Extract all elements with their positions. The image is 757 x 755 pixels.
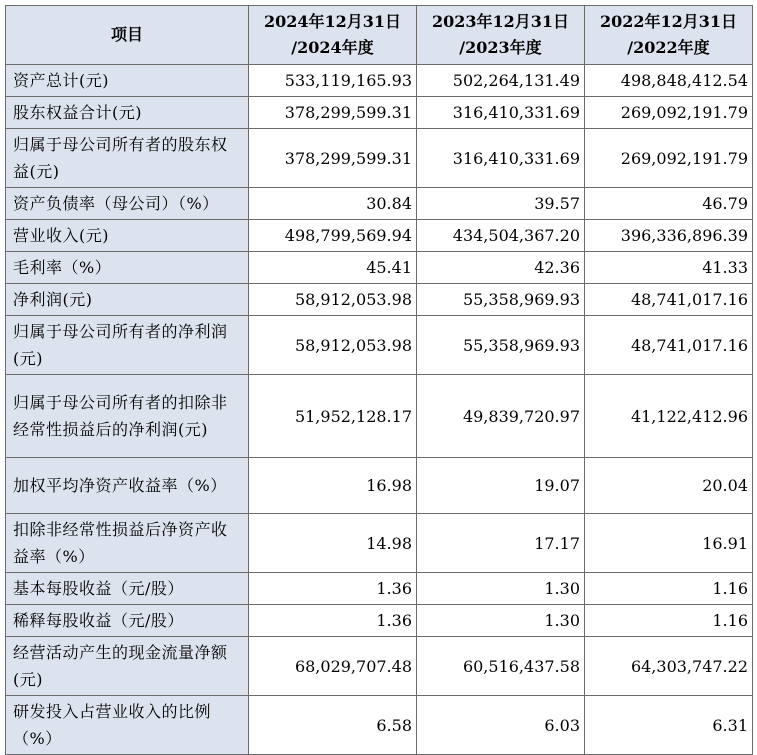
value-2024: 533,119,165.93 bbox=[249, 65, 417, 97]
value-2022: 20.04 bbox=[585, 458, 753, 514]
header-2022-line1: 2022年12月31日 bbox=[599, 12, 738, 31]
value-2024: 51,952,128.17 bbox=[249, 375, 417, 458]
table-row bbox=[6, 514, 753, 573]
table-row bbox=[6, 284, 753, 316]
table-row bbox=[6, 458, 753, 514]
value-2022: 16.91 bbox=[585, 514, 753, 573]
value-2024: 498,799,569.94 bbox=[249, 220, 417, 252]
header-col-2022 bbox=[585, 6, 753, 65]
value-2023: 49,839,720.97 bbox=[417, 375, 585, 458]
row-label: 扣除非经常性损益后净资产收益率（%） bbox=[6, 514, 249, 573]
table-row bbox=[6, 605, 753, 637]
row-label: 营业收入(元) bbox=[6, 220, 249, 252]
table-row bbox=[6, 129, 753, 188]
value-2023: 6.03 bbox=[417, 696, 585, 755]
value-2024: 58,912,053.98 bbox=[249, 316, 417, 375]
row-label: 稀释每股收益（元/股） bbox=[6, 605, 249, 637]
row-label: 归属于母公司所有者的净利润(元) bbox=[6, 316, 249, 375]
header-2024-line1: 2024年12月31日 bbox=[263, 12, 402, 31]
value-2023: 55,358,969.93 bbox=[417, 316, 585, 375]
row-label: 归属于母公司所有者的扣除非经常性损益后的净利润(元) bbox=[6, 375, 249, 458]
value-2023: 39.57 bbox=[417, 188, 585, 220]
row-label: 经营活动产生的现金流量净额(元) bbox=[6, 637, 249, 696]
table-row bbox=[6, 316, 753, 375]
table-row bbox=[6, 188, 753, 220]
value-2024: 45.41 bbox=[249, 252, 417, 284]
header-2023-line2: /2023年度 bbox=[459, 38, 542, 57]
row-label: 毛利率（%） bbox=[6, 252, 249, 284]
value-2023: 42.36 bbox=[417, 252, 585, 284]
value-2022: 64,303,747.22 bbox=[585, 637, 753, 696]
table-row bbox=[6, 65, 753, 97]
row-label: 加权平均净资产收益率（%） bbox=[6, 458, 249, 514]
value-2023: 17.17 bbox=[417, 514, 585, 573]
value-2024: 30.84 bbox=[249, 188, 417, 220]
row-label: 研发投入占营业收入的比例（%） bbox=[6, 696, 249, 755]
table-row bbox=[6, 375, 753, 458]
value-2023: 1.30 bbox=[417, 573, 585, 605]
row-label: 股东权益合计(元) bbox=[6, 97, 249, 129]
header-col-2024 bbox=[249, 6, 417, 65]
value-2023: 19.07 bbox=[417, 458, 585, 514]
value-2022: 1.16 bbox=[585, 573, 753, 605]
table-row bbox=[6, 573, 753, 605]
header-2022-line2: /2022年度 bbox=[627, 38, 710, 57]
value-2022: 498,848,412.54 bbox=[585, 65, 753, 97]
value-2022: 6.31 bbox=[585, 696, 753, 755]
value-2022: 1.16 bbox=[585, 605, 753, 637]
value-2023: 60,516,437.58 bbox=[417, 637, 585, 696]
value-2022: 48,741,017.16 bbox=[585, 316, 753, 375]
value-2022: 41.33 bbox=[585, 252, 753, 284]
value-2023: 55,358,969.93 bbox=[417, 284, 585, 316]
value-2023: 1.30 bbox=[417, 605, 585, 637]
row-label: 归属于母公司所有者的股东权益(元) bbox=[6, 129, 249, 188]
table-row bbox=[6, 637, 753, 696]
value-2022: 46.79 bbox=[585, 188, 753, 220]
value-2024: 14.98 bbox=[249, 514, 417, 573]
value-2022: 396,336,896.39 bbox=[585, 220, 753, 252]
value-2022: 269,092,191.79 bbox=[585, 129, 753, 188]
value-2024: 58,912,053.98 bbox=[249, 284, 417, 316]
value-2024: 16.98 bbox=[249, 458, 417, 514]
header-col-2023 bbox=[417, 6, 585, 65]
value-2022: 41,122,412.96 bbox=[585, 375, 753, 458]
table-row bbox=[6, 696, 753, 755]
table-row bbox=[6, 252, 753, 284]
value-2022: 269,092,191.79 bbox=[585, 97, 753, 129]
table-row bbox=[6, 220, 753, 252]
value-2024: 6.58 bbox=[249, 696, 417, 755]
value-2023: 316,410,331.69 bbox=[417, 129, 585, 188]
value-2024: 378,299,599.31 bbox=[249, 97, 417, 129]
header-2023-line1: 2023年12月31日 bbox=[431, 12, 570, 31]
value-2022: 48,741,017.16 bbox=[585, 284, 753, 316]
value-2024: 1.36 bbox=[249, 605, 417, 637]
row-label: 资产负债率（母公司）（%） bbox=[6, 188, 249, 220]
row-label: 净利润(元) bbox=[6, 284, 249, 316]
financial-data-table bbox=[5, 5, 753, 755]
header-item: 项目 bbox=[6, 6, 249, 65]
table-row bbox=[6, 97, 753, 129]
value-2023: 502,264,131.49 bbox=[417, 65, 585, 97]
row-label: 资产总计(元) bbox=[6, 65, 249, 97]
header-2024-line2: /2024年度 bbox=[291, 38, 374, 57]
value-2024: 68,029,707.48 bbox=[249, 637, 417, 696]
header-row bbox=[6, 6, 753, 65]
value-2024: 1.36 bbox=[249, 573, 417, 605]
value-2024: 378,299,599.31 bbox=[249, 129, 417, 188]
value-2023: 316,410,331.69 bbox=[417, 97, 585, 129]
value-2023: 434,504,367.20 bbox=[417, 220, 585, 252]
row-label: 基本每股收益（元/股） bbox=[6, 573, 249, 605]
